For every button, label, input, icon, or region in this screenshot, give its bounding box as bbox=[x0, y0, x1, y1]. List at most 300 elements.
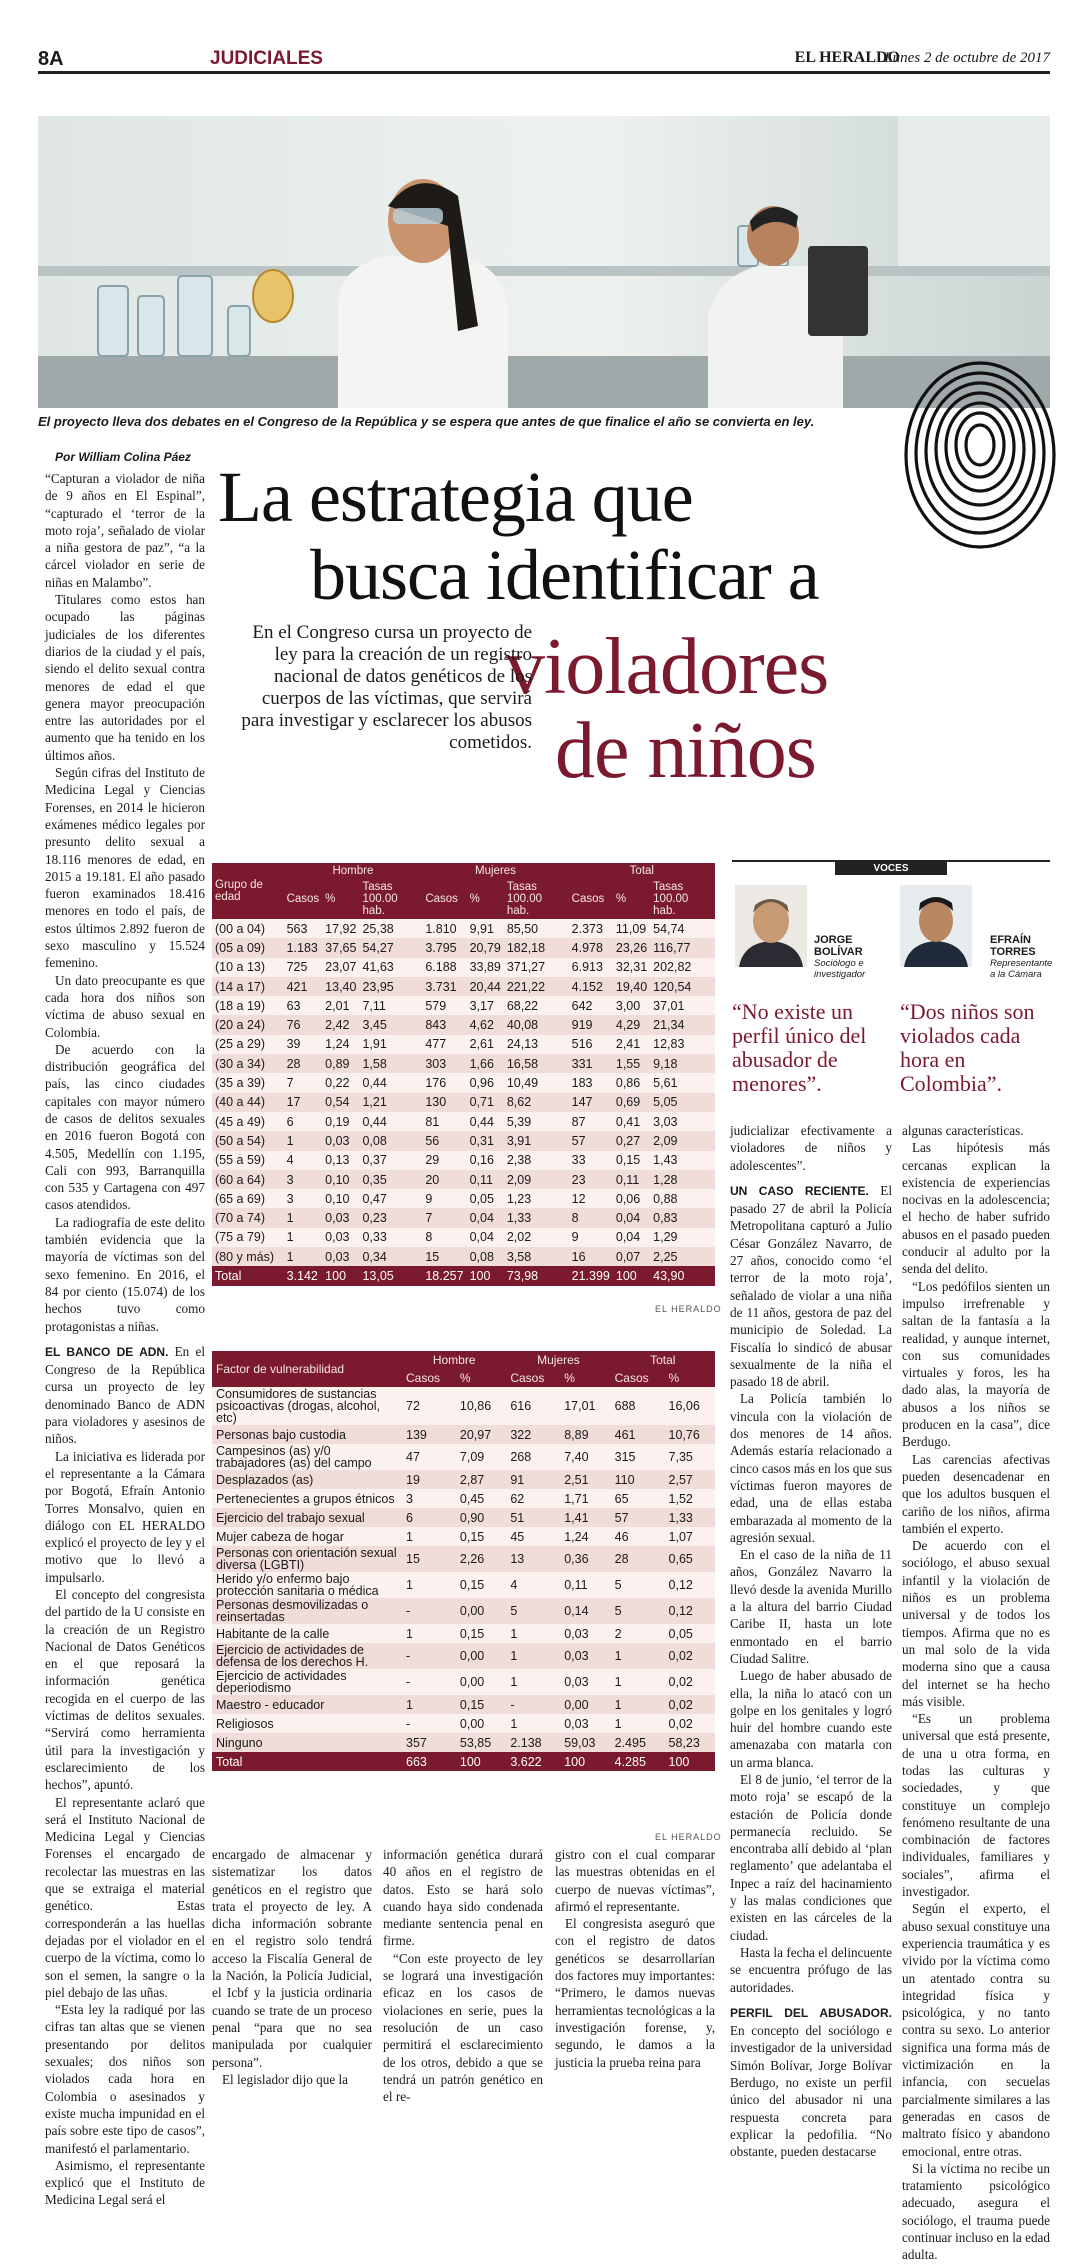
paragraph: Según cifras del Instituto de Medicina Legal y Ciencias Forenses, en 2014 le hicieron exámenes médico legales por presunto delito sexual a 18.116 menores de edad, en 2015 a 19.181. El año pasado fueron examinados 18.416 menores en todo el país, de estos últimos 2.892 fueron de sexo masculino y 15.524 femenino. bbox=[45, 765, 205, 971]
row-label: Total bbox=[212, 1266, 284, 1285]
row-label: (30 a 34) bbox=[212, 1054, 284, 1073]
row-label: (18 a 19) bbox=[212, 996, 284, 1015]
table-cell: 57 bbox=[611, 1508, 665, 1527]
paragraph: El 8 de junio, ‘el terror de la moto roja’ se escapó de la estación de Policía donde permanecía recluido. Se encontraba allí debido al ‘plan reglamento’ que adelantaba el Inpec a raíz del hacinamiento y las malas condiciones que existen en las cárceles de la ciudad. bbox=[730, 1771, 892, 1943]
headline-line-3: violadores bbox=[505, 623, 829, 711]
paragraph: “Es un problema universal que está presente, de una u otra forma, en todas las culturas y sociedades, y que constituye un complejo fenómeno resultante de una combinación de factores individuales, familiares y sociales”, afirma el investigador. bbox=[902, 1711, 1050, 1900]
table-cell: 461 bbox=[611, 1425, 665, 1444]
table-cell: 3,45 bbox=[359, 1015, 422, 1034]
table-cell: 0,23 bbox=[359, 1208, 422, 1227]
table-cell: 9,18 bbox=[650, 1054, 715, 1073]
table-cell: 41,63 bbox=[359, 958, 422, 977]
table-cell: 4.978 bbox=[569, 938, 613, 957]
subhead-perfil-abusador: PERFIL DEL ABUSADOR. bbox=[730, 2005, 892, 2020]
table-cell: 421 bbox=[284, 977, 323, 996]
table-header: Total bbox=[611, 1351, 715, 1369]
table-cell: 3 bbox=[402, 1489, 456, 1508]
table-cell: 642 bbox=[569, 996, 613, 1015]
row-label: Personas con orientación sexual diversa (LGBTI) bbox=[212, 1546, 402, 1572]
table-cell: 0,37 bbox=[359, 1151, 422, 1170]
table-cell: 1 bbox=[402, 1572, 456, 1598]
table-cell: 7,35 bbox=[665, 1444, 715, 1470]
table-cell: 4 bbox=[506, 1572, 560, 1598]
table-cell: 17,01 bbox=[560, 1387, 610, 1425]
row-label: Habitante de la calle bbox=[212, 1624, 402, 1643]
headline-line-4: de niños bbox=[555, 707, 816, 795]
row-label: Mujer cabeza de hogar bbox=[212, 1527, 402, 1546]
headline-line-2: busca identificar a bbox=[310, 535, 819, 615]
table-cell: 1 bbox=[611, 1643, 665, 1669]
table-cell: 0,27 bbox=[613, 1131, 650, 1150]
table-cell: 0,03 bbox=[322, 1228, 359, 1247]
table-cell: 8,89 bbox=[560, 1425, 610, 1444]
table-cell: 0,05 bbox=[467, 1189, 504, 1208]
table-cell: 0,88 bbox=[650, 1189, 715, 1208]
table-cell: 0,13 bbox=[322, 1151, 359, 1170]
row-label: Personas bajo custodia bbox=[212, 1425, 402, 1444]
byline: Por William Colina Páez bbox=[55, 450, 191, 464]
table-cell: 8 bbox=[422, 1228, 466, 1247]
table-cell: 33,89 bbox=[467, 958, 504, 977]
table-cell: 202,82 bbox=[650, 958, 715, 977]
article-column-6 bbox=[902, 1122, 1050, 2264]
page-header bbox=[38, 44, 1050, 74]
table-cell: 6 bbox=[284, 1112, 323, 1131]
table-cell: 5,39 bbox=[504, 1112, 569, 1131]
row-label: Maestro - educador bbox=[212, 1695, 402, 1714]
table-row bbox=[212, 1151, 715, 1170]
article-column-3 bbox=[383, 1846, 543, 2105]
table-header: Hombre bbox=[402, 1351, 506, 1369]
table-row bbox=[212, 1112, 715, 1131]
table-cell: 1,29 bbox=[650, 1228, 715, 1247]
table-row bbox=[212, 1387, 715, 1425]
table-cell: 45 bbox=[506, 1527, 560, 1546]
table-cell: 43,90 bbox=[650, 1266, 715, 1285]
table-cell: 23 bbox=[569, 1170, 613, 1189]
table-cell: 81 bbox=[422, 1112, 466, 1131]
paragraph: gistro con el cual comparar las muestras obtenidas en el cuerpo de nuevas víctimas”, afirmó el representante. bbox=[555, 1847, 715, 1914]
table-cell: 100 bbox=[322, 1266, 359, 1285]
table-cell: 17,92 bbox=[322, 919, 359, 938]
table-cell: 1 bbox=[284, 1228, 323, 1247]
table-cell: 1 bbox=[611, 1695, 665, 1714]
table-row bbox=[212, 1035, 715, 1054]
table-cell: 39 bbox=[284, 1035, 323, 1054]
table-cell: 1,33 bbox=[665, 1508, 715, 1527]
table-cell: 11,09 bbox=[613, 919, 650, 938]
paragraph: Las carencias afectivas pueden desencadenar en que los adultos busquen el cariño de los niños, afirma también el experto. bbox=[902, 1451, 1050, 1536]
table-cell: 0,14 bbox=[560, 1598, 610, 1624]
row-label: (25 a 29) bbox=[212, 1035, 284, 1054]
table-cell: 0,15 bbox=[456, 1695, 506, 1714]
table-cell: 0,03 bbox=[322, 1208, 359, 1227]
table-cell: 2,61 bbox=[467, 1035, 504, 1054]
voces-label: VOCES bbox=[835, 862, 947, 875]
table-cell: 20 bbox=[422, 1170, 466, 1189]
table-cell: 100 bbox=[665, 1752, 715, 1771]
row-label: (75 a 79) bbox=[212, 1228, 284, 1247]
row-label: Desplazados (as) bbox=[212, 1470, 402, 1489]
table-header: Tasas 100.00 hab. bbox=[504, 879, 569, 919]
issue-date: Lunes 2 de octubre de 2017 bbox=[884, 50, 1050, 66]
table-cell: 0,11 bbox=[613, 1170, 650, 1189]
table-row bbox=[212, 1093, 715, 1112]
table-cell: 110 bbox=[611, 1470, 665, 1489]
table-cell: 5 bbox=[611, 1598, 665, 1624]
paragraph: encargado de almacenar y sistematizar los datos genéticos en el registro que trata el proyecto de ley. A dicha información sobrante en el registro solo tendrá acceso la Fiscalía General de la Nación, la Policía Judicial, el Icbf y la justicia ordinaria cuando se trate de un proceso penal “para que no sea manipulada por cualquier persona”. bbox=[212, 1847, 372, 2070]
table-header: Hombre bbox=[284, 863, 423, 879]
table-cell: 20,97 bbox=[456, 1425, 506, 1444]
table-cell: 0,03 bbox=[560, 1714, 610, 1733]
table-cell: 68,22 bbox=[504, 996, 569, 1015]
table-row bbox=[212, 1247, 715, 1266]
row-label: (10 a 13) bbox=[212, 958, 284, 977]
table-cell: 0,04 bbox=[613, 1208, 650, 1227]
table-cell: 100 bbox=[613, 1266, 650, 1285]
table-cell: 477 bbox=[422, 1035, 466, 1054]
paragraph: La Policía también lo vincula con la violación de dos menores de 14 años. Además estaría relacionado a cinco casos más en los que sus víctimas fueron mayores de edad, una de ellas estaba embarazada al momento de la agresión sexual. bbox=[730, 1391, 892, 1545]
quote-efrain-torres: “Dos niños son violados cada hora en Colombia”. bbox=[900, 999, 1035, 1096]
row-label: Ejercicio del trabajo sexual bbox=[212, 1508, 402, 1527]
table-cell: 1,23 bbox=[504, 1189, 569, 1208]
table-cell: 303 bbox=[422, 1054, 466, 1073]
table-row bbox=[212, 1598, 715, 1624]
table-cell: 65 bbox=[611, 1489, 665, 1508]
table-cell: 6 bbox=[402, 1508, 456, 1527]
table-cell: 23,07 bbox=[322, 958, 359, 977]
table-total-row bbox=[212, 1752, 715, 1771]
table-cell: 1.810 bbox=[422, 919, 466, 938]
table-cell: 1,28 bbox=[650, 1170, 715, 1189]
row-label: (35 a 39) bbox=[212, 1073, 284, 1092]
table-row bbox=[212, 1054, 715, 1073]
table-cell: 120,54 bbox=[650, 977, 715, 996]
row-label: (80 y más) bbox=[212, 1247, 284, 1266]
table-cell: 1,21 bbox=[359, 1093, 422, 1112]
table-cell: 72 bbox=[402, 1387, 456, 1425]
table-cell: 0,15 bbox=[456, 1527, 506, 1546]
table-cell: 13,05 bbox=[359, 1266, 422, 1285]
table-row bbox=[212, 958, 715, 977]
table-cell: 1,52 bbox=[665, 1489, 715, 1508]
table-cell: 1 bbox=[506, 1643, 560, 1669]
table-cell: 0,19 bbox=[322, 1112, 359, 1131]
table-row bbox=[212, 1208, 715, 1227]
paragraph: judicializar efectivamente a violadores de niños y adolescentes”. bbox=[730, 1123, 892, 1173]
table-header: % bbox=[665, 1369, 715, 1387]
table-cell: 0,12 bbox=[665, 1598, 715, 1624]
row-label: (60 a 64) bbox=[212, 1170, 284, 1189]
subhead-banco-adn: EL BANCO DE ADN. bbox=[45, 1344, 169, 1359]
table-cell: 37,65 bbox=[322, 938, 359, 957]
table-cell: 183 bbox=[569, 1073, 613, 1092]
table-cell: 13,40 bbox=[322, 977, 359, 996]
table-cell: 3.795 bbox=[422, 938, 466, 957]
table-cell: 0,03 bbox=[560, 1624, 610, 1643]
table-cell: 1,55 bbox=[613, 1054, 650, 1073]
newspaper-name: EL HERALDO bbox=[794, 49, 900, 66]
table-cell: 10,76 bbox=[665, 1425, 715, 1444]
table-cell: 73,98 bbox=[504, 1266, 569, 1285]
table-cell: 0,15 bbox=[456, 1572, 506, 1598]
table-cell: 0,34 bbox=[359, 1247, 422, 1266]
table-row bbox=[212, 1228, 715, 1247]
table-cell: 0,02 bbox=[665, 1695, 715, 1714]
table-cell: 1,07 bbox=[665, 1527, 715, 1546]
table-cell: 0,04 bbox=[467, 1208, 504, 1227]
table-row bbox=[212, 1624, 715, 1643]
table-cell: 5,05 bbox=[650, 1093, 715, 1112]
table-row bbox=[212, 919, 715, 938]
table-cell: 1 bbox=[611, 1669, 665, 1695]
table-cell: 54,27 bbox=[359, 938, 422, 957]
table-row bbox=[212, 1669, 715, 1695]
row-label: (40 a 44) bbox=[212, 1093, 284, 1112]
paragraph: El congresista aseguró que con el registro de datos genéticos se desarrollarían dos factores muy importantes: “Primero, le damos nuevas herramientas tecnológicas a la investigación forense, y, segundo, le damos a la justicia la prueba reina para bbox=[555, 1916, 715, 2070]
table-cell: 4.285 bbox=[611, 1752, 665, 1771]
table-cell: 91 bbox=[506, 1470, 560, 1489]
table-cell: 0,15 bbox=[456, 1624, 506, 1643]
table-cell: 59,03 bbox=[560, 1733, 610, 1752]
table-cell: 0,41 bbox=[613, 1112, 650, 1131]
table-header: Total bbox=[569, 863, 715, 879]
table-cell: 100 bbox=[456, 1752, 506, 1771]
table-cell: 1,43 bbox=[650, 1151, 715, 1170]
table-header: Casos bbox=[402, 1369, 456, 1387]
table-cell: 0,02 bbox=[665, 1714, 715, 1733]
paragraph: El representante aclaró que será el Instituto Nacional de Medicina Legal y Ciencias Forenses el encargado de recolectar las muestras en las que se extraiga el material genético. Estas corresponderán a las huellas dejadas por el violador en el cuerpo de la víctima, como lo son el semen, la sangre o la piel debajo de las uñas. bbox=[45, 1794, 205, 2000]
table-cell: 322 bbox=[506, 1425, 560, 1444]
table-cell: 19,40 bbox=[613, 977, 650, 996]
section-name: JUDICIALES bbox=[210, 48, 323, 69]
table-cell: 0,22 bbox=[322, 1073, 359, 1092]
table-header: % bbox=[467, 879, 504, 919]
table-cell: 2.138 bbox=[506, 1733, 560, 1752]
table-cell: - bbox=[402, 1669, 456, 1695]
table-cell: 7 bbox=[422, 1208, 466, 1227]
table-cell: 725 bbox=[284, 958, 323, 977]
vulnerability-table bbox=[212, 1351, 715, 1771]
table-row bbox=[212, 1015, 715, 1034]
table-cell: 2,87 bbox=[456, 1470, 506, 1489]
table-row bbox=[212, 1170, 715, 1189]
row-label: Total bbox=[212, 1752, 402, 1771]
table-cell: 62 bbox=[506, 1489, 560, 1508]
table-cell: 0,08 bbox=[359, 1131, 422, 1150]
table-cell: 2.373 bbox=[569, 919, 613, 938]
table-header: Mujeres bbox=[422, 863, 568, 879]
table-header: % bbox=[560, 1369, 610, 1387]
table-cell: 3,00 bbox=[613, 996, 650, 1015]
table-header: % bbox=[613, 879, 650, 919]
table-cell: 10,86 bbox=[456, 1387, 506, 1425]
table-cell: 57 bbox=[569, 1131, 613, 1150]
row-label: Ninguno bbox=[212, 1733, 402, 1752]
voice-name-1: JORGE BOLÍVAR Sociólogo e investigador bbox=[814, 934, 866, 980]
table-header: Casos bbox=[422, 879, 466, 919]
table-cell: 4,62 bbox=[467, 1015, 504, 1034]
table-cell: 4 bbox=[284, 1151, 323, 1170]
table-cell: 1 bbox=[402, 1527, 456, 1546]
table-cell: - bbox=[506, 1695, 560, 1714]
table-cell: 7,09 bbox=[456, 1444, 506, 1470]
table-cell: 47 bbox=[402, 1444, 456, 1470]
table-cell: 2 bbox=[611, 1624, 665, 1643]
page-number: 8A bbox=[38, 48, 64, 70]
table-cell: 2,41 bbox=[613, 1035, 650, 1054]
table-cell: 2.495 bbox=[611, 1733, 665, 1752]
table-cell: 0,10 bbox=[322, 1170, 359, 1189]
table-cell: 16,06 bbox=[665, 1387, 715, 1425]
paragraph: algunas características. bbox=[902, 1123, 1024, 1138]
photo-caption: El proyecto lleva dos debates en el Congreso de la República y se espera que antes de que finalice el año se convierta en ley. bbox=[38, 414, 815, 429]
table-cell: 1 bbox=[402, 1624, 456, 1643]
table-cell: 17 bbox=[284, 1093, 323, 1112]
table-cell: 0,03 bbox=[322, 1247, 359, 1266]
table-cell: 579 bbox=[422, 996, 466, 1015]
table-cell: 21.399 bbox=[569, 1266, 613, 1285]
paragraph: UN CASO RECIENTE. El pasado 27 de abril la Policía Metropolitana capturó a Julio César González Navarro, de 27 años, conocido como ‘el terror de la moto roja’, señalado de violar a una niña de 11 años, gestora de paz del municipio de Soledad. La Fiscalía lo sindicó de abusar sexualmente de la niña el pasado 18 de abril. bbox=[730, 1182, 892, 1390]
table-cell: 3,58 bbox=[504, 1247, 569, 1266]
table-cell: 1,91 bbox=[359, 1035, 422, 1054]
row-label: Herido y/o enfermo bajo protección sanitaria o médica bbox=[212, 1572, 402, 1598]
table-header: Casos bbox=[569, 879, 613, 919]
table-cell: 15 bbox=[422, 1247, 466, 1266]
table-cell: 76 bbox=[284, 1015, 323, 1034]
table-cell: 0,31 bbox=[467, 1131, 504, 1150]
table-cell: 3,17 bbox=[467, 996, 504, 1015]
table-cell: 1 bbox=[506, 1714, 560, 1733]
table-header: Mujeres bbox=[506, 1351, 610, 1369]
table-cell: 0,11 bbox=[560, 1572, 610, 1598]
row-label: (20 a 24) bbox=[212, 1015, 284, 1034]
paragraph: El legislador dijo que la bbox=[222, 2071, 348, 2087]
table-cell: 0,47 bbox=[359, 1189, 422, 1208]
row-label: (50 a 54) bbox=[212, 1131, 284, 1150]
table-cell: 0,33 bbox=[359, 1228, 422, 1247]
table-cell: 919 bbox=[569, 1015, 613, 1034]
headline-line-1: La estrategia que bbox=[218, 457, 693, 537]
row-label: Consumidores de sustancias psicoactivas (drogas, alcohol, etc) bbox=[212, 1387, 402, 1425]
subhead-caso-reciente: UN CASO RECIENTE. bbox=[730, 1183, 869, 1198]
table-cell: 516 bbox=[569, 1035, 613, 1054]
row-label: (05 a 09) bbox=[212, 938, 284, 957]
row-label: Personas desmovilizadas o reinsertadas bbox=[212, 1598, 402, 1624]
table-cell: 2,25 bbox=[650, 1247, 715, 1266]
table-row bbox=[212, 1073, 715, 1092]
table-cell: 46 bbox=[611, 1527, 665, 1546]
table-cell: 843 bbox=[422, 1015, 466, 1034]
table-cell: 18.257 bbox=[422, 1266, 466, 1285]
table-cell: 0,00 bbox=[456, 1714, 506, 1733]
table-cell: - bbox=[402, 1598, 456, 1624]
paragraph: En el caso de la niña de 11 años, González Navarro la llevó desde la avenida Murillo a la altura del barrio Ciudad Caribe II, hasta un lote enmontado en el barrio Ciudad Salitre. bbox=[730, 1547, 892, 1666]
table-row bbox=[212, 1714, 715, 1733]
table-cell: 0,45 bbox=[456, 1489, 506, 1508]
row-label: (00 a 04) bbox=[212, 919, 284, 938]
table-cell: 1 bbox=[402, 1695, 456, 1714]
table-cell: 0,07 bbox=[613, 1247, 650, 1266]
table-cell: 0,04 bbox=[613, 1228, 650, 1247]
row-label: Campesinos (as) y/0 trabajadores (as) del campo bbox=[212, 1444, 402, 1470]
table-cell: 0,15 bbox=[613, 1151, 650, 1170]
table-cell: 130 bbox=[422, 1093, 466, 1112]
table-cell: 24,13 bbox=[504, 1035, 569, 1054]
table-cell: 1 bbox=[506, 1624, 560, 1643]
table-cell: 3.731 bbox=[422, 977, 466, 996]
table-header: Tasas 100.00 hab. bbox=[359, 879, 422, 919]
table-cell: 0,03 bbox=[560, 1643, 610, 1669]
paragraph: Según el experto, el abuso sexual constituye una experiencia traumática y es vivido por la víctima como un atentado contra su integridad física y psicológica, y no tanto contra su sexo. Lo anterior significa una forma más de victimización en la infancia, con secuelas parcialmente similares a las generadas en casos de maltrato físico y abandono emocional, entre otras. bbox=[902, 1901, 1050, 2159]
table-cell: 58,23 bbox=[665, 1733, 715, 1752]
table-cell: 56 bbox=[422, 1131, 466, 1150]
table-cell: 2,42 bbox=[322, 1015, 359, 1034]
table-cell: 0,02 bbox=[665, 1643, 715, 1669]
paragraph: De acuerdo con la distribución geográfica del país, las cinco ciudades capitales con mayor número de casos de delitos sexuales en 2016 fueron Bogotá con 4.505, Medellín con 1.195, Cali con 993, Barranquilla con 535 y Cartagena con 497 casos atendidos. bbox=[45, 1041, 205, 1213]
table-cell: 19 bbox=[402, 1470, 456, 1489]
table-cell: 268 bbox=[506, 1444, 560, 1470]
table-row bbox=[212, 1425, 715, 1444]
table-cell: 688 bbox=[611, 1387, 665, 1425]
table-header: % bbox=[456, 1369, 506, 1387]
table-header: Casos bbox=[611, 1369, 665, 1387]
paragraph: Luego de haber abusado de ella, la niña lo atacó con un golpe en los genitales y logró huir del hombre cuando este amenazaba con matarla con un arma blanca. bbox=[730, 1668, 892, 1770]
table-cell: 10,49 bbox=[504, 1073, 569, 1092]
table-row bbox=[212, 1527, 715, 1546]
table-cell: 3.142 bbox=[284, 1266, 323, 1285]
table-cell: 116,77 bbox=[650, 938, 715, 957]
paragraph: “Los pedófilos sienten un impulso irrefrenable y saltan de la fantasía a la realidad, y aunque internet, con sus comunidades virtuales y foros, les ha dado alas, la mayoría de abusos a los niños se producen en la casa”, dice Berdugo. bbox=[902, 1278, 1050, 1450]
table-cell: - bbox=[402, 1643, 456, 1669]
table-row bbox=[212, 938, 715, 957]
table-cell: 2,57 bbox=[665, 1470, 715, 1489]
table-cell: 4.152 bbox=[569, 977, 613, 996]
table-cell: 20,79 bbox=[467, 938, 504, 957]
paragraph: El concepto del congresista del partido de la U consiste en la creación de un Registro Nacional de Datos Genéticos en el que reposará la información genética recogida en el cuerpo de las víctimas de delitos sexuales. “Servirá como herramienta útil para la investigación y esclarecimiento de los hechos”, apuntó. bbox=[45, 1587, 205, 1793]
table-cell: 16 bbox=[569, 1247, 613, 1266]
table-header: Factor de vulnerabilidad bbox=[212, 1351, 402, 1387]
table-cell: 0,00 bbox=[456, 1598, 506, 1624]
table-cell: 9 bbox=[422, 1189, 466, 1208]
paragraph: Titulares como estos han ocupado las páginas judiciales de los diferentes diarios de la ciudad y el país, siendo el delito sexual contra menores de edad el que genera mayor preocupación entre las autoridades por el aumento que ha tenido en los últimos años. bbox=[45, 592, 205, 763]
table-cell: 176 bbox=[422, 1073, 466, 1092]
table-cell: 0,69 bbox=[613, 1093, 650, 1112]
paragraph: EL BANCO DE ADN. En el Congreso de la República cursa un proyecto de ley denominado Banco de ADN para violadores y asesinos de niños. bbox=[45, 1343, 205, 1447]
table-cell: 371,27 bbox=[504, 958, 569, 977]
table-cell: 25,38 bbox=[359, 919, 422, 938]
table-cell: 1 bbox=[611, 1714, 665, 1733]
voice-name-2: EFRAÍN TORRES Representante a la Cámara bbox=[990, 934, 1053, 980]
table-cell: 63 bbox=[284, 996, 323, 1015]
table-cell: 2,01 bbox=[322, 996, 359, 1015]
table-row bbox=[212, 977, 715, 996]
table-cell: 6.188 bbox=[422, 958, 466, 977]
table-cell: 1,58 bbox=[359, 1054, 422, 1073]
table-cell: 7,40 bbox=[560, 1444, 610, 1470]
avatar-jorge-bolivar bbox=[735, 885, 807, 967]
table-cell: 0,11 bbox=[467, 1170, 504, 1189]
age-group-table-body bbox=[212, 919, 715, 1286]
paragraph: “Esta ley la radiqué por las cifras tan altas que se vienen presentando por delitos sexuales; dos niños son violados cada hora en Colombia o asesinados y existe mucha impunidad en el país sobre este tipo de casos”, manifestó el parlamentario. bbox=[45, 2002, 205, 2156]
table-cell: 9 bbox=[569, 1228, 613, 1247]
table-cell: 5 bbox=[506, 1598, 560, 1624]
table-cell: 7 bbox=[284, 1073, 323, 1092]
paragraph: La iniciativa es liderada por el representante a la Cámara por Bogotá, Efraín Antonio Torres Monsalvo, quien en diálogo con EL HERALDO explicó el proyecto de ley y el motivo que lo llevó a impulsarlo. bbox=[45, 1448, 205, 1585]
table-cell: 23,26 bbox=[613, 938, 650, 957]
paragraph: La radiografía de este delito también evidencia que la mayoría de víctimas son del sexo femenino. En 2016, el 84 por ciento (15.074) de los hechos tuvo como protagonistas a niñas. bbox=[45, 1214, 205, 1334]
row-label: (45 a 49) bbox=[212, 1112, 284, 1131]
